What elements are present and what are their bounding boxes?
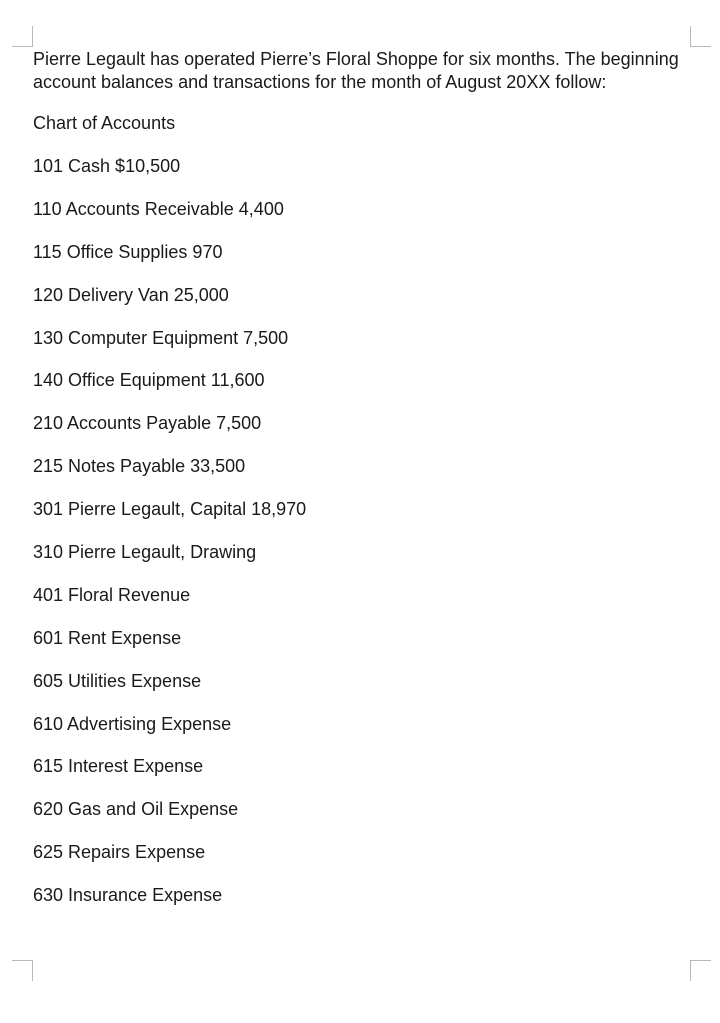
account-item: 310 Pierre Legault, Drawing [33, 542, 257, 563]
account-item: 130 Computer Equipment 7,500 [33, 327, 289, 348]
chart-of-accounts-heading: Chart of Accounts [33, 113, 176, 133]
account-item: 210 Accounts Payable 7,500 [33, 413, 262, 434]
account-item: 610 Advertising Expense [33, 713, 232, 734]
page-corner-mark-top-right [690, 26, 711, 47]
page-corner-mark-bottom-right [690, 960, 711, 981]
account-item: 625 Repairs Expense [33, 842, 206, 863]
account-item: 110 Accounts Receivable 4,400 [33, 198, 284, 219]
account-item: 120 Delivery Van 25,000 [33, 284, 229, 305]
account-item: 401 Floral Revenue [33, 584, 191, 605]
account-item: 101 Cash $10,500 [33, 156, 181, 176]
account-item: 601 Rent Expense [33, 627, 182, 648]
account-item: 301 Pierre Legault, Capital 18,970 [33, 499, 307, 520]
document-body [33, 48, 683, 927]
account-item: 615 Interest Expense [33, 756, 204, 777]
account-item: 630 Insurance Expense [33, 885, 223, 906]
account-item: 605 Utilities Expense [33, 670, 202, 691]
account-item: 140 Office Equipment 11,600 [33, 370, 265, 391]
account-item: 620 Gas and Oil Expense [33, 799, 239, 820]
intro-paragraph: Pierre Legault has operated Pierre’s Floral Shoppe for six months. The beginning account balances and transactions for the month of August 20XX follow: [33, 49, 679, 92]
accounts-list [33, 155, 683, 907]
page-corner-mark-bottom-left [12, 960, 33, 981]
account-item: 115 Office Supplies 970 [33, 241, 223, 262]
account-item: 215 Notes Payable 33,500 [33, 456, 246, 477]
page-corner-mark-top-left [12, 26, 33, 47]
